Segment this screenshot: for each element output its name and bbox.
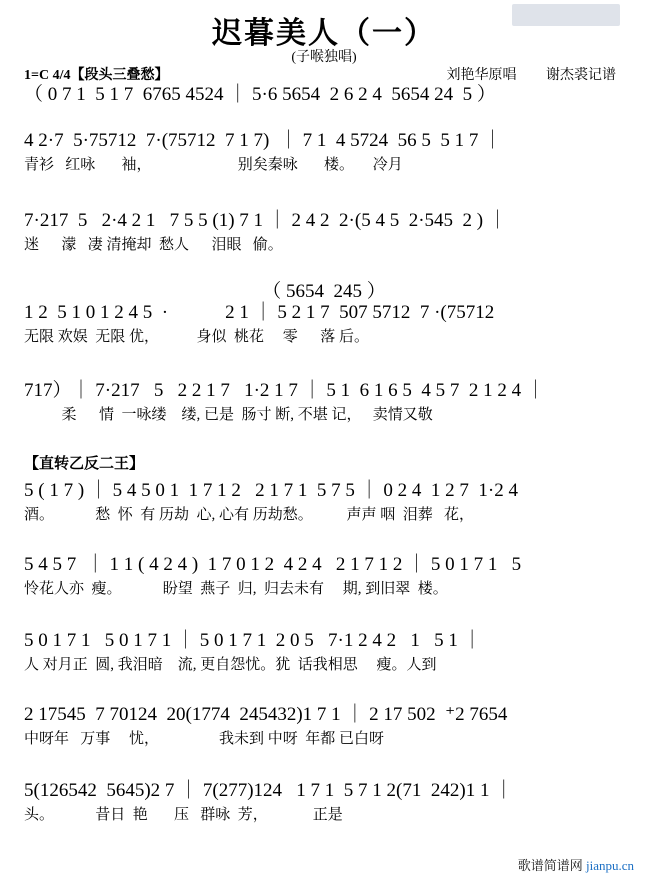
notes-row: （ 0 7 1 5 1 7 6765 4524 ｜ 5·6 5654 2 6 2 4 5654 24 5 ） [24, 84, 496, 105]
notes-row: 717）｜ 7·217 5 2 2 1 7 1·2 1 7 ｜ 5 1 6 1 6 5 4 5 7 2 1 2 4 ｜ [24, 380, 545, 401]
lyrics-row: 柔 情 一咏缕 缕, 已是 肠寸 断, 不堪 记， 卖情又敬 [24, 407, 433, 423]
watermark-url: jianpu.cn [585, 858, 634, 873]
lyrics-row: 怜花人亦 瘦。 盼望 燕子 归, 归去未有 期, 到旧翠 楼。 [24, 581, 448, 597]
music-line-3 [24, 208, 624, 256]
notes-row: 1 2 5 1 0 1 2 4 5 · 2 1 ｜ 5 2 1 7 507 5712 7 ·(75712 [24, 302, 495, 323]
music-line-7 [24, 478, 624, 526]
section-label: 【直转乙反二王】 [24, 456, 145, 472]
music-line-8 [24, 552, 624, 600]
music-line-5 [24, 300, 624, 348]
notes-row: 5 4 5 7 ｜ 1 1 ( 4 2 4 ) 1 7 0 1 2 4 2 4 2 1 7 1 2 ｜ 5 0 1 7 1 5 [24, 554, 522, 575]
credit-notation: 谢杰裘记谱 [546, 68, 616, 83]
music-line-4 [24, 276, 624, 302]
lyrics-row: 青衫 红咏 袖， 别矣秦咏 楼。 冷月 [24, 157, 403, 173]
notes-row: 2 17545 7 70124 20(1774 245432)1 7 1 ｜ 2 17 502 ⁺2 7654 [24, 704, 508, 725]
page-subtitle: (子喉独唱) [291, 50, 357, 65]
music-line-9 [24, 628, 624, 676]
music-line-11 [24, 778, 624, 826]
music-line-10 [24, 702, 624, 750]
notes-row: 4 2·7 5·75712 7·(75712 7 1 7) ｜ 7 1 4 5724 56 5 5 1 7 ｜ [24, 130, 503, 151]
notes-row-centered: （ 5654 245 ） [262, 281, 386, 302]
section-marker [24, 452, 624, 473]
lyrics-row: 人 对月正 圆, 我泪暗 流, 更自怨忧。犹 话我相思 瘦。人到 [24, 657, 437, 673]
notes-row: 5 0 1 7 1 5 0 1 7 1 ｜ 5 0 1 7 1 2 0 5 7·1 2 4 2 1 5 1 ｜ [24, 630, 482, 651]
lyrics-row: 迷 濛 凄 清掩却 愁人 泪眼 偷。 [24, 237, 283, 253]
watermark-site-name: 歌谱简谱网 [517, 858, 583, 873]
music-line-2 [24, 128, 624, 176]
lyrics-row: 中呀年 万事 忧， 我未到 中呀 年都 已白呀 [24, 731, 385, 747]
notes-row: 5(126542 5645)2 7 ｜ 7(277)124 1 7 1 5 7 1 2(71 242)1 1 ｜ [24, 780, 514, 801]
lyrics-row: 酒。 愁 怀 有 历劫 心, 心有 历劫愁。 声声 咽 泪葬 花， [24, 507, 475, 523]
lyrics-row: 头。 昔日 艳 压 群咏 芳， 正是 [24, 807, 343, 823]
lyrics-row: 无限 欢娱 无限 优， 身似 桃花 零 落 后。 [24, 329, 370, 345]
notes-row: 5 ( 1 7 ) ｜ 5 4 5 0 1 1 7 1 2 2 1 7 1 5 7 5 ｜ 0 2 4 1 2 7 1·2 4 [24, 480, 518, 501]
watermark [518, 855, 634, 874]
key-and-meter: 1=C 4/4【段头三叠愁】 [24, 68, 169, 83]
music-line-6 [24, 378, 624, 426]
page-title: 迟暮美人（一） [212, 17, 436, 50]
notes-row: 7·217 5 2·4 2 1 7 5 5 (1) 7 1 ｜ 2 4 2 2·(5 4 5 2·545 2 ) ｜ [24, 210, 507, 231]
music-line-1 [24, 82, 624, 108]
credits [421, 64, 617, 84]
credit-composer: 刘艳华原唱 [446, 68, 517, 83]
